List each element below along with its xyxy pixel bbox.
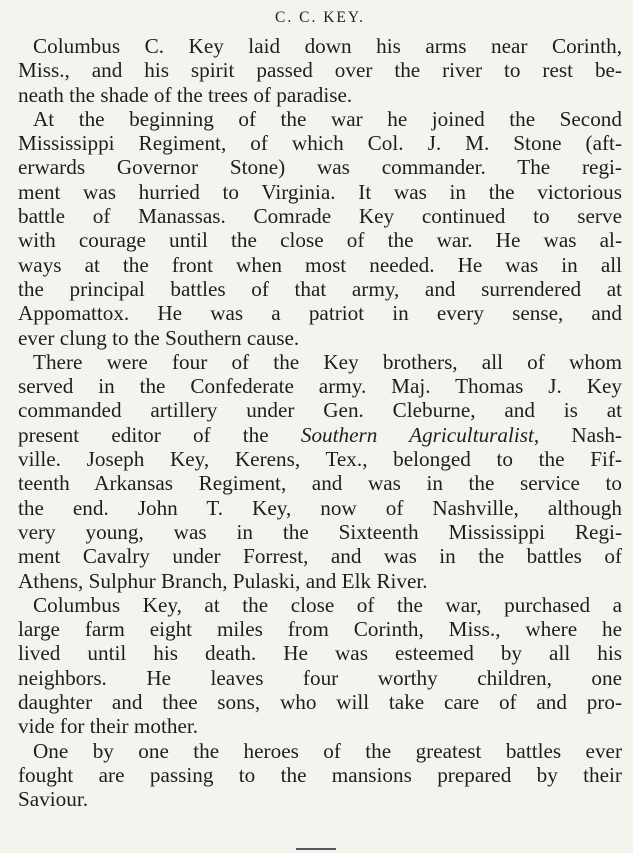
text-line: Saviour. — [18, 787, 89, 812]
text-line: There were four of the Key brothers, all of whom — [33, 349, 622, 374]
text-line: present editor of the Southern Agriculturalist, Nash- — [18, 422, 622, 447]
text-line: teenth Arkansas Regiment, and was in the service to — [18, 471, 622, 496]
text-line: ment was hurried to Virginia. It was in the victorious — [18, 179, 622, 204]
paragraph-1 — [18, 34, 622, 107]
article-title: C. C. KEY. — [275, 9, 365, 26]
text-line: daughter and thee sons, who will take care of and pro- — [18, 690, 622, 715]
text-line: ment Cavalry under Forrest, and was in the battles of — [18, 544, 622, 569]
paragraph-3 — [18, 350, 622, 593]
paragraph-2 — [18, 107, 622, 350]
text-line: Columbus C. Key laid down his arms near Corinth, — [33, 34, 622, 58]
text-line: Miss., and his spirit passed over the river to rest be- — [18, 58, 622, 83]
article — [18, 8, 622, 812]
text-line: lived until his death. He was esteemed by all his — [18, 641, 622, 666]
text-line: commanded artillery under Gen. Cleburne, and is at — [18, 398, 622, 423]
text-line: One by one the heroes of the greatest battles ever — [33, 738, 622, 763]
text-line: the principal battles of that army, and surrendered at — [18, 276, 622, 301]
text-line: ville. Joseph Key, Kerens, Tex., belonged to the Fif- — [18, 447, 622, 472]
text-line: the end. John T. Key, now of Nashville, although — [18, 495, 622, 520]
text-line: large farm eight miles from Corinth, Miss., where he — [18, 617, 622, 642]
text-line: neighbors. He leaves four worthy children, one — [18, 665, 622, 690]
publication-title: Southern Agriculturalist — [300, 422, 534, 447]
text-line: vide for their mother. — [18, 714, 199, 739]
text-line: Mississippi Regiment, of which Col. J. M. Stone (aft- — [18, 131, 622, 156]
paragraph-5 — [18, 739, 622, 812]
text-line: ways at the front when most needed. He was in all — [18, 252, 622, 277]
text-line: erwards Governor Stone) was commander. The regi- — [18, 155, 622, 180]
text-line: Athens, Sulphur Branch, Pulaski, and Elk River. — [18, 568, 428, 593]
text-line: Appomattox. He was a patriot in every sense, and — [18, 301, 622, 326]
text-line: very young, was in the Sixteenth Mississippi Regi- — [18, 519, 622, 544]
text-line: with courage until the close of the war. He was al- — [18, 228, 622, 253]
text-line: fought are passing to the mansions prepared by their — [18, 762, 622, 787]
text-line: ever clung to the Southern cause. — [18, 325, 300, 350]
text-line: neath the shade of the trees of paradise. — [18, 82, 353, 107]
bottom-rule — [296, 848, 336, 850]
text-line: battle of Manassas. Comrade Key continued to serve — [18, 204, 622, 229]
paragraph-4 — [18, 593, 622, 739]
text-line: served in the Confederate army. Maj. Thomas J. Key — [18, 374, 622, 399]
text-line: Columbus Key, at the close of the war, purchased a — [33, 592, 622, 617]
text-line: At the beginning of the war he joined the Second — [33, 106, 622, 131]
